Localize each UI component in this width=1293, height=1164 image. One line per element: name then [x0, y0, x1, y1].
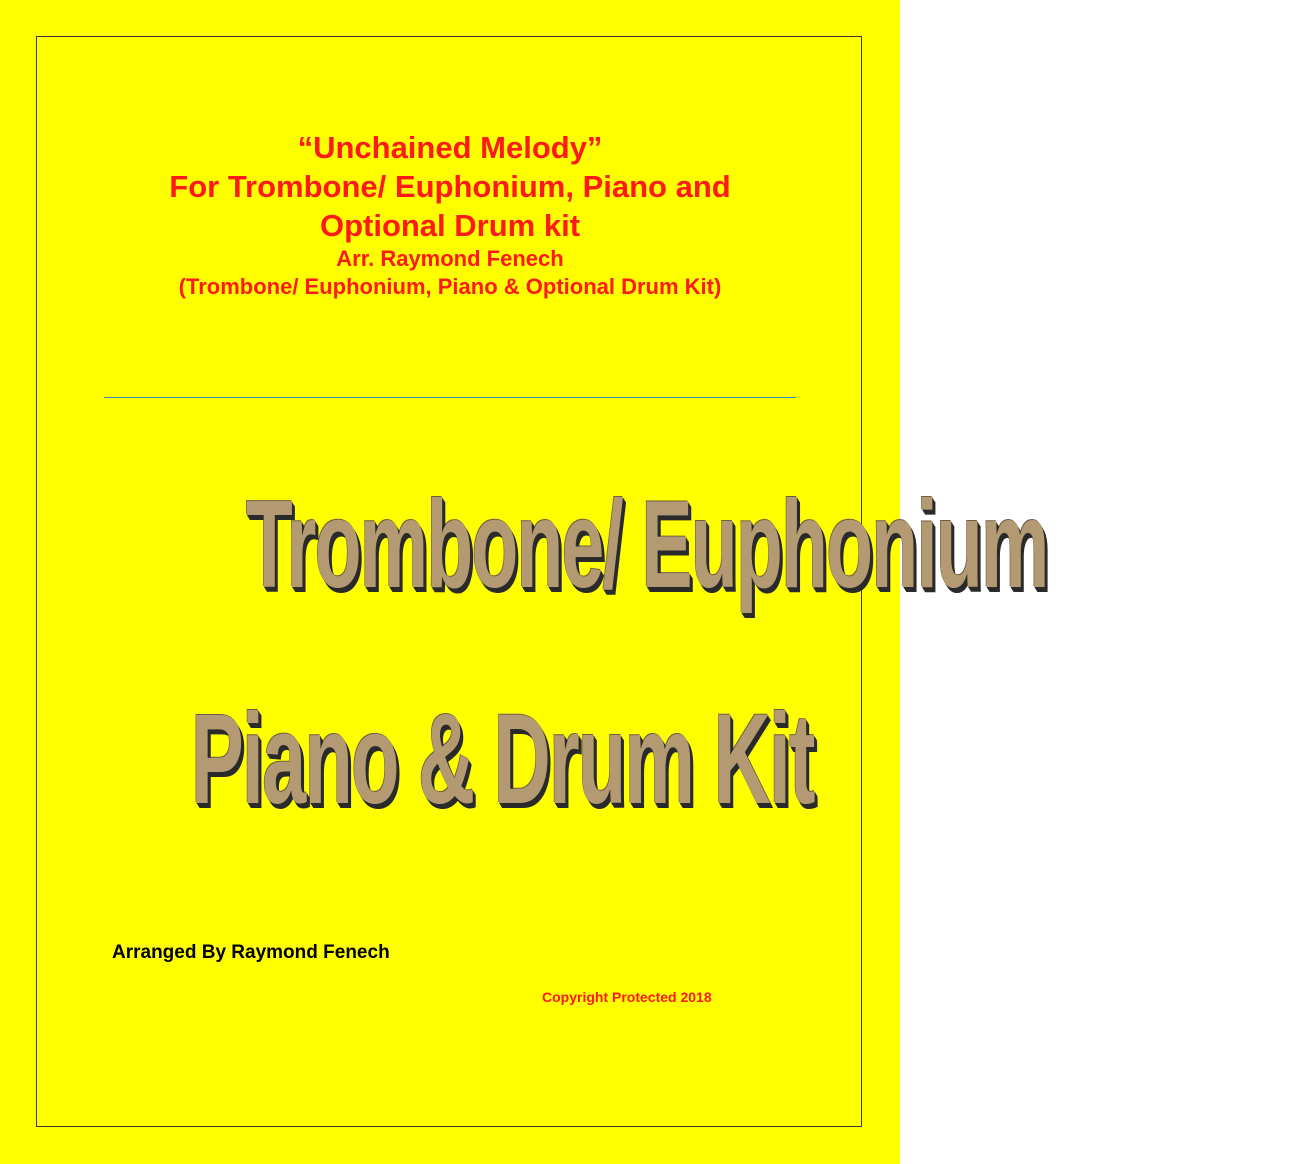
- instrumentation: (Trombone/ Euphonium, Piano & Optional Drum Kit): [178, 274, 722, 299]
- subtitle-line-1: For Trombone/ Euphonium, Piano and: [169, 169, 731, 204]
- display-text-instruments: Trombone/ Euphonium: [246, 470, 1048, 620]
- arranger-credit: Arr. Raymond Fenech: [336, 246, 564, 271]
- arranged-by: Arranged By Raymond Fenech: [112, 942, 390, 963]
- title-block: [0, 128, 900, 301]
- display-heading-2: [0, 680, 900, 840]
- song-title: “Unchained Melody”: [297, 130, 603, 165]
- divider-line: [104, 397, 796, 398]
- display-text-piano-drum: Piano & Drum Kit: [191, 680, 814, 840]
- copyright-notice: Copyright Protected 2018: [542, 989, 712, 1005]
- subtitle-line-2: Optional Drum kit: [319, 208, 581, 243]
- display-heading-1: [0, 470, 1048, 620]
